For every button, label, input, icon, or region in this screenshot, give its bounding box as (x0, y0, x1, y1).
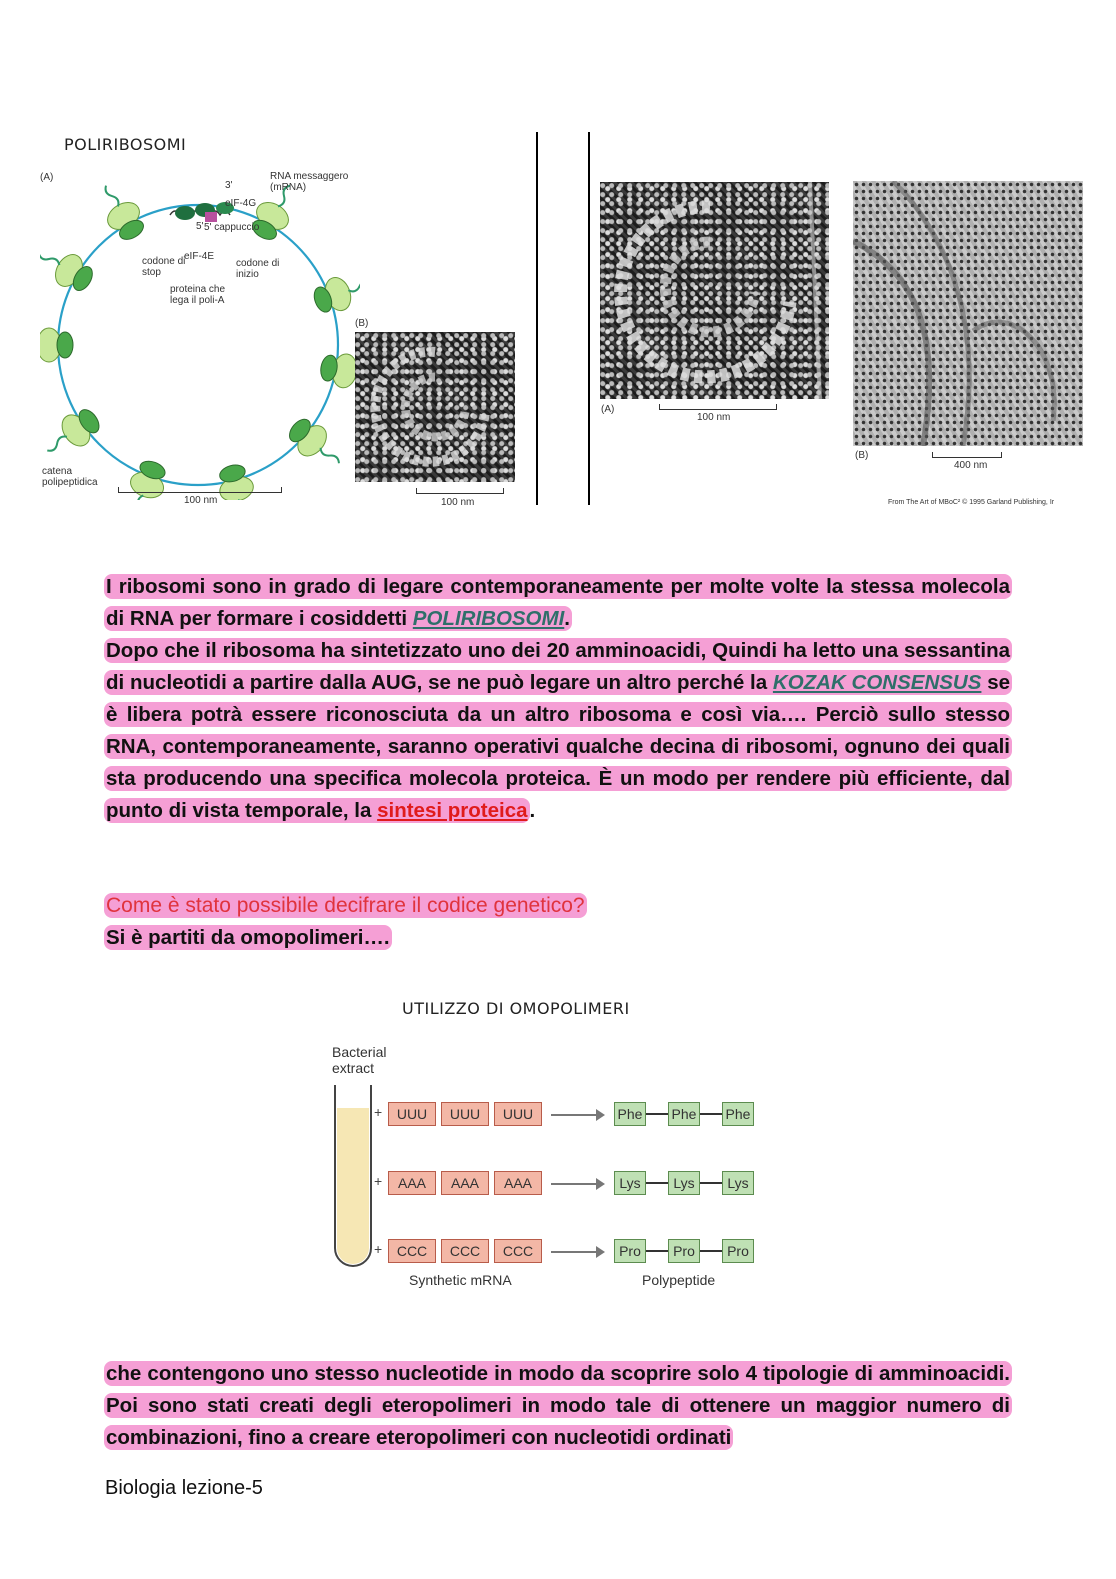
figure3-title: UTILIZZO DI OMOPOLIMERI (402, 999, 630, 1018)
codon-box: AAA (494, 1171, 542, 1195)
arrow-icon (551, 1251, 597, 1253)
term-sintesi-proteica: sintesi proteica (377, 799, 528, 822)
synthetic-mrna-label: Synthetic mRNA (409, 1272, 512, 1288)
codon-box: UUU (388, 1102, 436, 1126)
fig2-panel-a-label: (A) (601, 404, 615, 415)
aminoacid-box: Lys (668, 1171, 700, 1195)
label-mrna: RNA messaggero (mRNA) (270, 171, 349, 193)
codon-box: UUU (494, 1102, 542, 1126)
answer-line: Si è partiti da omopolimeri…. (106, 926, 390, 949)
figure-credit: From The Art of MBoC² © 1995 Garland Publishing, Ir (888, 499, 1055, 506)
aminoacid-box: Phe (722, 1102, 754, 1126)
peptide-bond (700, 1250, 724, 1252)
label-polya-protein: proteina che lega il poli-A (170, 284, 226, 306)
term-poliribosomi: POLIRIBOSOMI (412, 607, 565, 630)
peptide-bond (646, 1250, 670, 1252)
question-heading: Come è stato possibile decifrare il codice genetico? (106, 894, 585, 917)
paragraph1-part1: I ribosomi sono in grado di legare contemporaneamente per molte volte la stessa molecola di RNA per formare i cosiddetti (106, 575, 1010, 630)
paragraph2-text: che contengono uno stesso nucleotide in modo da scoprire solo 4 tipologie di amminoacidi. Poi sono stati creati degli eteropolimeri in modo tale di ottenere un maggior numero di combinazioni, fino a creare eteropolimeri con nucleotidi ordinati (106, 1362, 1010, 1449)
aminoacid-box: Pro (722, 1239, 754, 1263)
label-5prime: 5' (196, 221, 204, 232)
tube-label: Bacterial extract (332, 1044, 387, 1076)
peptide-bond (646, 1113, 670, 1115)
label-3prime: 3' (225, 180, 233, 191)
label-eif4e: eIF-4E (184, 251, 215, 262)
plus-sign: + (374, 1241, 383, 1257)
scale-a-label: 100 nm (184, 495, 218, 506)
codon-box: UUU (441, 1102, 489, 1126)
panel-a-label: (A) (40, 172, 54, 183)
plus-sign: + (374, 1173, 383, 1189)
peptide-bond (700, 1182, 724, 1184)
aminoacid-box: Pro (614, 1239, 646, 1263)
fig2-scale-a-label: 100 nm (697, 412, 731, 423)
label-polypeptide-chain: catena polipeptidica (42, 466, 98, 488)
codon-box: AAA (441, 1171, 489, 1195)
arrow-icon (551, 1114, 597, 1116)
label-cap: 5' cappuccio (204, 222, 260, 233)
codon-box: CCC (494, 1239, 542, 1263)
peptide-bond (700, 1113, 724, 1115)
fig2-scale-b-label: 400 nm (954, 460, 988, 471)
aminoacid-box: Lys (722, 1171, 754, 1195)
panel-b-label: (B) (355, 318, 369, 329)
aminoacid-box: Lys (614, 1171, 646, 1195)
codon-box: CCC (441, 1239, 489, 1263)
codon-box: AAA (388, 1171, 436, 1195)
paragraph1-part3: Dopo che il ribosoma ha sintetizzato uno dei 20 amminoacidi, Quindi ha letto una sessantina di nucleotidi a partire dalla AUG, se ne può legare un altro perché la (106, 639, 1010, 694)
figure1-title: POLIRIBOSOMI (64, 135, 187, 154)
label-start-codon: codone di inizio (236, 258, 280, 280)
paragraph1-part4: se è libera potrà essere riconosciuta da un altro ribosoma e così via…. Perciò sullo stesso RNA, contemporaneamente, saranno operativi qualche decina di ribosomi, ognuno dei quali sta producendo una specifica molecola proteica. È un modo per rendere più efficiente, dal punto di vista temporale, la (106, 671, 1011, 822)
page-footer: Biologia lezione-5 (105, 1477, 263, 1499)
aminoacid-box: Phe (614, 1102, 646, 1126)
aminoacid-box: Pro (668, 1239, 700, 1263)
polypeptide-label: Polypeptide (642, 1272, 716, 1288)
peptide-bond (646, 1182, 670, 1184)
fig2-panel-b-label: (B) (855, 450, 869, 461)
paragraph-heteropolymers (104, 1358, 1012, 1454)
label-stop-codon: codone di stop (142, 256, 186, 278)
paragraph1-part2: . (564, 607, 570, 630)
scale-b-label: 100 nm (441, 497, 475, 508)
arrow-icon (551, 1183, 597, 1185)
plus-sign: + (374, 1104, 383, 1120)
paragraph1-part5: . (529, 799, 536, 822)
aminoacid-box: Phe (668, 1102, 700, 1126)
term-kozak-consensus: KOZAK CONSENSUS (772, 671, 982, 694)
label-eif4g: eIF-4G (225, 198, 257, 209)
codon-box: CCC (388, 1239, 436, 1263)
